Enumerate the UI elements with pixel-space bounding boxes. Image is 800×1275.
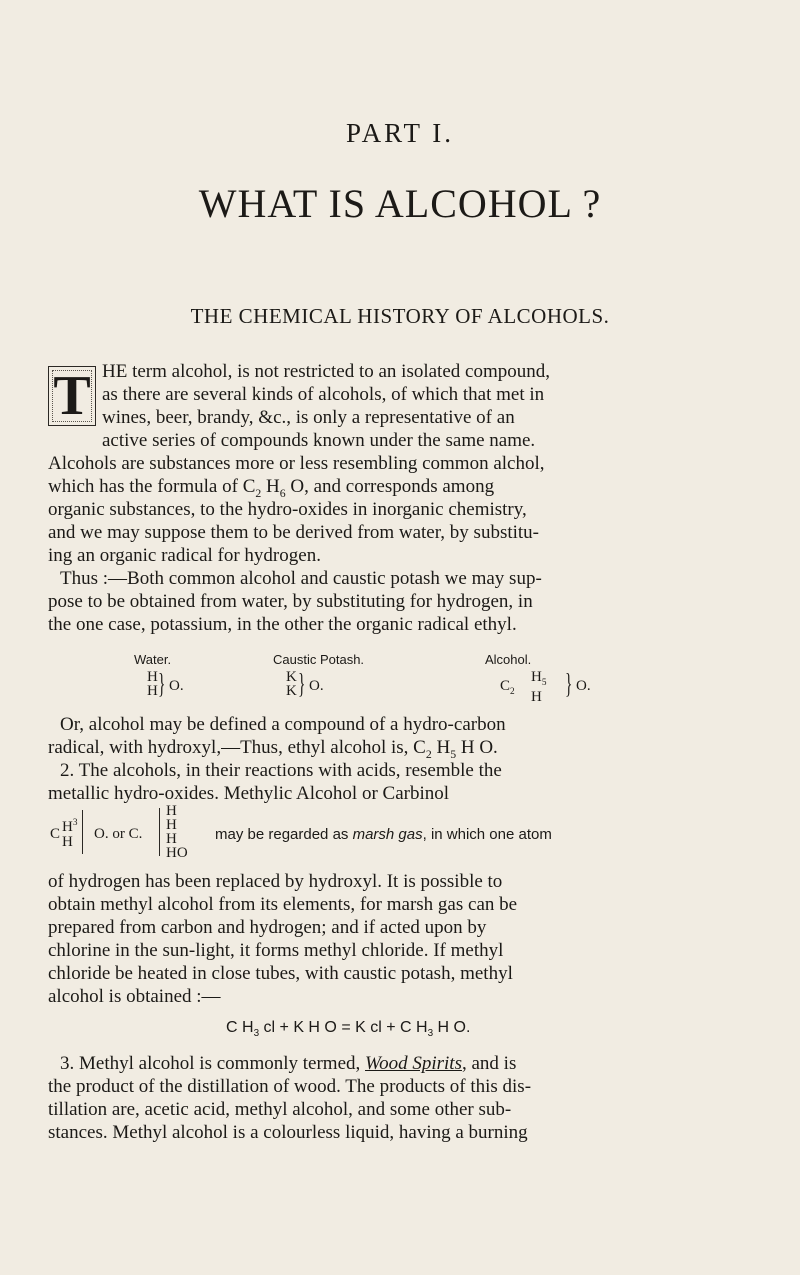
drop-cap-letter: T: [48, 366, 96, 426]
potash-oxygen: O.: [309, 678, 324, 694]
text-line: 2. The alcohols, in their reactions with acids, resemble the: [60, 760, 502, 781]
text-line: Or, alcohol may be defined a compound of a hydro-carbon: [60, 714, 506, 735]
text-line: wines, beer, brandy, &c., is only a representative of an: [102, 407, 515, 428]
water-formula: H H: [147, 669, 158, 699]
text-line: prepared from carbon and hydrogen; and if acted upon by: [48, 917, 487, 938]
text-line: as there are several kinds of alcohols, of which that met in: [102, 384, 545, 405]
carbinol-substituents: H H H HO: [166, 803, 188, 861]
caustic-potash-label: Caustic Potash.: [273, 652, 365, 667]
page-title: WHAT IS ALCOHOL ?: [198, 181, 602, 226]
text-line: the one case, potassium, in the other the organic radical ethyl.: [48, 614, 517, 635]
text-line: the product of the distillation of wood. The products of this dis-: [48, 1076, 532, 1097]
brace: [82, 810, 83, 854]
text-line: stances. Methyl alcohol is a colourless liquid, having a burning: [48, 1122, 528, 1143]
text-line: ing an organic radical for hydrogen.: [48, 545, 321, 566]
text-line: Thus :—Both common alcohol and caustic potash we may sup-: [60, 568, 542, 589]
brace: }: [565, 669, 573, 700]
carbinol-h3: $H^3$ H: [62, 818, 78, 850]
brace: }: [298, 669, 306, 700]
text-line: Alcohols are substances more or less resembling common alchol,: [48, 453, 545, 474]
text-line: HE term alcohol, is not restricted to an isolated compound,: [102, 361, 550, 382]
marsh-gas-text: may be regarded as marsh gas, in which one atom: [215, 826, 552, 843]
brace: [159, 808, 160, 856]
text-line: radical, with hydroxyl,—Thus, ethyl alcohol is, $C_2$ $H_5$ H O.: [48, 737, 498, 761]
text-line: and we may suppose them to be derived from water, by substitu-: [48, 522, 540, 543]
part-heading: PART I.: [346, 118, 454, 148]
section-subtitle: THE CHEMICAL HISTORY OF ALCOHOLS.: [190, 304, 610, 328]
alcohol-carbon: $C_2$: [500, 678, 515, 697]
carbinol-c: C: [50, 826, 61, 842]
alcohol-oxygen: O.: [576, 678, 591, 694]
text-line: organic substances, to the hydro-oxides in inorganic chemistry,: [48, 499, 527, 520]
text-line: 3. Methyl alcohol is commonly termed, Wood Spirits, and is: [60, 1053, 517, 1074]
water-oxygen: O.: [169, 678, 184, 694]
text-line: which has the formula of $C_2$ $H_6$ O, and corresponds among: [48, 476, 495, 500]
text-line: alcohol is obtained :—: [48, 986, 221, 1007]
water-label: Water.: [134, 652, 172, 667]
carbinol-o-or-c: O. or C.: [94, 826, 143, 842]
text-line: pose to be obtained from water, by substituting for hydrogen, in: [48, 591, 533, 612]
text-line: metallic hydro-oxides. Methylic Alcohol or Carbinol: [48, 783, 450, 804]
text-line: chloride be heated in close tubes, with caustic potash, methyl: [48, 963, 513, 984]
brace: }: [158, 669, 166, 700]
text-line: of hydrogen has been replaced by hydroxyl. It is possible to: [48, 871, 503, 892]
text-line: tillation are, acetic acid, methyl alcohol, and some other sub-: [48, 1099, 512, 1120]
text-line: active series of compounds known under the same name.: [102, 430, 536, 451]
alcohol-label: Alcohol.: [485, 652, 532, 667]
chemical-equation: C $H_3$ cl + K H O = K cl + C $H_3$ H O.: [226, 1019, 471, 1040]
alcohol-hydrogens: $H_5$ H: [531, 669, 547, 705]
text-line: obtain methyl alcohol from its elements, for marsh gas can be: [48, 894, 518, 915]
text-line: chlorine in the sun-light, it forms methyl chloride. If methyl: [48, 940, 504, 961]
potash-formula: K K: [286, 669, 297, 699]
